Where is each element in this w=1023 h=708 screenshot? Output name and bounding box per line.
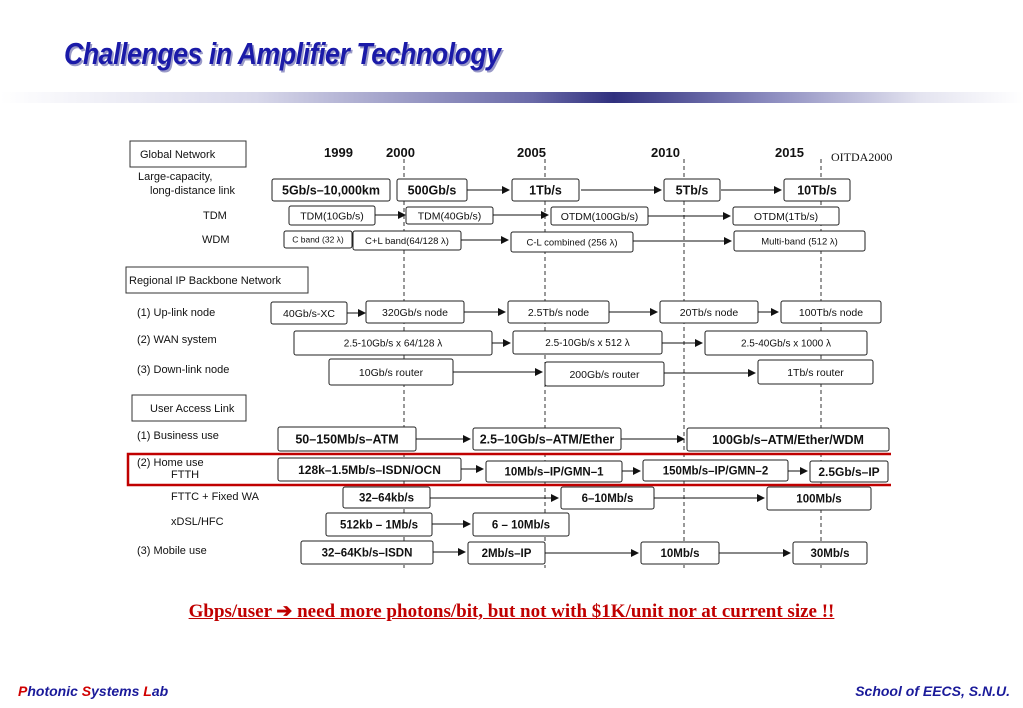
row-business: (1) Business use bbox=[137, 430, 219, 442]
box-label-up-3: 2.5Tb/s node bbox=[527, 306, 590, 319]
year-2005: 2005 bbox=[517, 145, 546, 160]
box-label-link-2: 500Gb/s bbox=[407, 183, 457, 198]
box-label-wdm-3: C-L combined (256 λ) bbox=[526, 237, 618, 249]
footer-lab-hotonic: hotonic bbox=[27, 683, 82, 699]
box-label-mob-1: 32–64Kb/s–ISDN bbox=[321, 547, 413, 560]
row-wan: (2) WAN system bbox=[137, 334, 217, 346]
box-label-ftth-1: 128k–1.5Mb/s–ISDN/OCN bbox=[298, 462, 441, 477]
box-label-down-2: 200Gb/s router bbox=[569, 368, 640, 381]
box-label-wdm-4: Multi-band (512 λ) bbox=[761, 236, 838, 248]
box-label-xdsl-2: 6 – 10Mb/s bbox=[491, 519, 551, 532]
footer-lab-name bbox=[18, 683, 168, 699]
box-label-mob-3: 10Mb/s bbox=[660, 548, 700, 561]
box-label-wan-2: 2.5-10Gb/s x 512 λ bbox=[545, 338, 630, 350]
box-label-up-2: 320Gb/s node bbox=[382, 306, 448, 319]
box-label-bus-3: 100Gb/s–ATM/Ether/WDM bbox=[712, 433, 864, 447]
title-divider bbox=[0, 92, 1023, 103]
footer-lab-ab: ab bbox=[151, 683, 169, 699]
box-label-bus-2: 2.5–10Gb/s–ATM/Ether bbox=[479, 432, 615, 447]
year-1999: 1999 bbox=[324, 145, 353, 160]
row-long-distance: long-distance link bbox=[150, 185, 235, 197]
section-regional-label: Regional IP Backbone Network bbox=[129, 275, 282, 287]
year-2015: 2015 bbox=[775, 145, 804, 160]
section-global-label: Global Network bbox=[140, 149, 216, 161]
section-user-label: User Access Link bbox=[150, 403, 235, 415]
box-label-mob-2: 2Mb/s–IP bbox=[481, 548, 532, 561]
box-label-up-4: 20Tb/s node bbox=[679, 306, 739, 319]
box-label-ftth-2: 10Mb/s–IP/GMN–1 bbox=[504, 466, 604, 479]
row-fttc: FTTC + Fixed WA bbox=[171, 491, 259, 503]
box-label-wdm-1: C band (32 λ) bbox=[292, 234, 344, 245]
box-label-link-5: 10Tb/s bbox=[797, 183, 837, 198]
row-large-capacity: Large-capacity, bbox=[138, 171, 213, 183]
box-label-wan-1: 2.5-10Gb/s x 64/128 λ bbox=[343, 338, 443, 350]
box-label-up-1: 40Gb/s-XC bbox=[283, 307, 335, 320]
box-label-fttc-2: 6–10Mb/s bbox=[581, 493, 634, 506]
box-label-link-3: 1Tb/s bbox=[529, 183, 562, 198]
box-label-ftth-4: 2.5Gb/s–IP bbox=[818, 464, 880, 479]
footer-school: School of EECS, S.N.U. bbox=[855, 683, 1010, 699]
box-label-fttc-1: 32–64kb/s bbox=[359, 492, 414, 505]
row-downlink: (3) Down-link node bbox=[137, 364, 230, 376]
box-label-down-3: 1Tb/s router bbox=[787, 366, 844, 379]
footer-lab-p: P bbox=[18, 683, 28, 699]
box-label-link-1: 5Gb/s–10,000km bbox=[282, 183, 380, 198]
row-mobile: (3) Mobile use bbox=[137, 545, 207, 557]
box-label-tdm-4: OTDM(1Tb/s) bbox=[753, 210, 819, 223]
box-label-tdm-3: OTDM(100Gb/s) bbox=[560, 210, 639, 223]
row-ftth: FTTH bbox=[171, 469, 200, 481]
box-label-xdsl-1: 512kb – 1Mb/s bbox=[340, 519, 418, 532]
box-label-wan-3: 2.5-40Gb/s x 1000 λ bbox=[740, 338, 832, 350]
year-2010: 2010 bbox=[651, 145, 680, 160]
box-label-bus-1: 50–150Mb/s–ATM bbox=[295, 432, 399, 447]
box-label-ftth-3: 150Mb/s–IP/GMN–2 bbox=[662, 465, 769, 478]
technology-roadmap-diagram bbox=[121, 136, 891, 576]
row-xdsl: xDSL/HFC bbox=[171, 516, 224, 528]
row-wdm: WDM bbox=[202, 234, 230, 246]
box-label-wdm-2: C+L band(64/128 λ) bbox=[365, 235, 449, 247]
slide-title: Challenges in Amplifier Technology bbox=[64, 36, 501, 71]
year-labels bbox=[324, 145, 804, 160]
footer-lab-l: L bbox=[143, 683, 152, 699]
row-home: (2) Home use bbox=[137, 457, 204, 469]
bottom-statement: Gbps/user ➔ need more photons/bit, but not with $1K/unit nor at current size !! bbox=[188, 601, 835, 622]
box-label-fttc-3: 100Mb/s bbox=[796, 493, 842, 506]
row-tdm: TDM bbox=[203, 210, 227, 222]
box-label-mob-4: 30Mb/s bbox=[810, 548, 850, 561]
source-label: OITDA2000 bbox=[831, 150, 893, 164]
box-label-tdm-2: TDM(40Gb/s) bbox=[417, 210, 482, 223]
box-label-up-5: 100Tb/s node bbox=[798, 306, 864, 319]
year-2000: 2000 bbox=[386, 145, 415, 160]
footer-lab-s: S bbox=[81, 683, 92, 699]
row-uplink: (1) Up-link node bbox=[137, 307, 216, 319]
box-label-link-4: 5Tb/s bbox=[675, 183, 709, 198]
footer-lab-ystems: ystems bbox=[91, 683, 144, 699]
box-label-down-1: 10Gb/s router bbox=[358, 366, 424, 379]
box-label-tdm-1: TDM(10Gb/s) bbox=[300, 210, 364, 223]
